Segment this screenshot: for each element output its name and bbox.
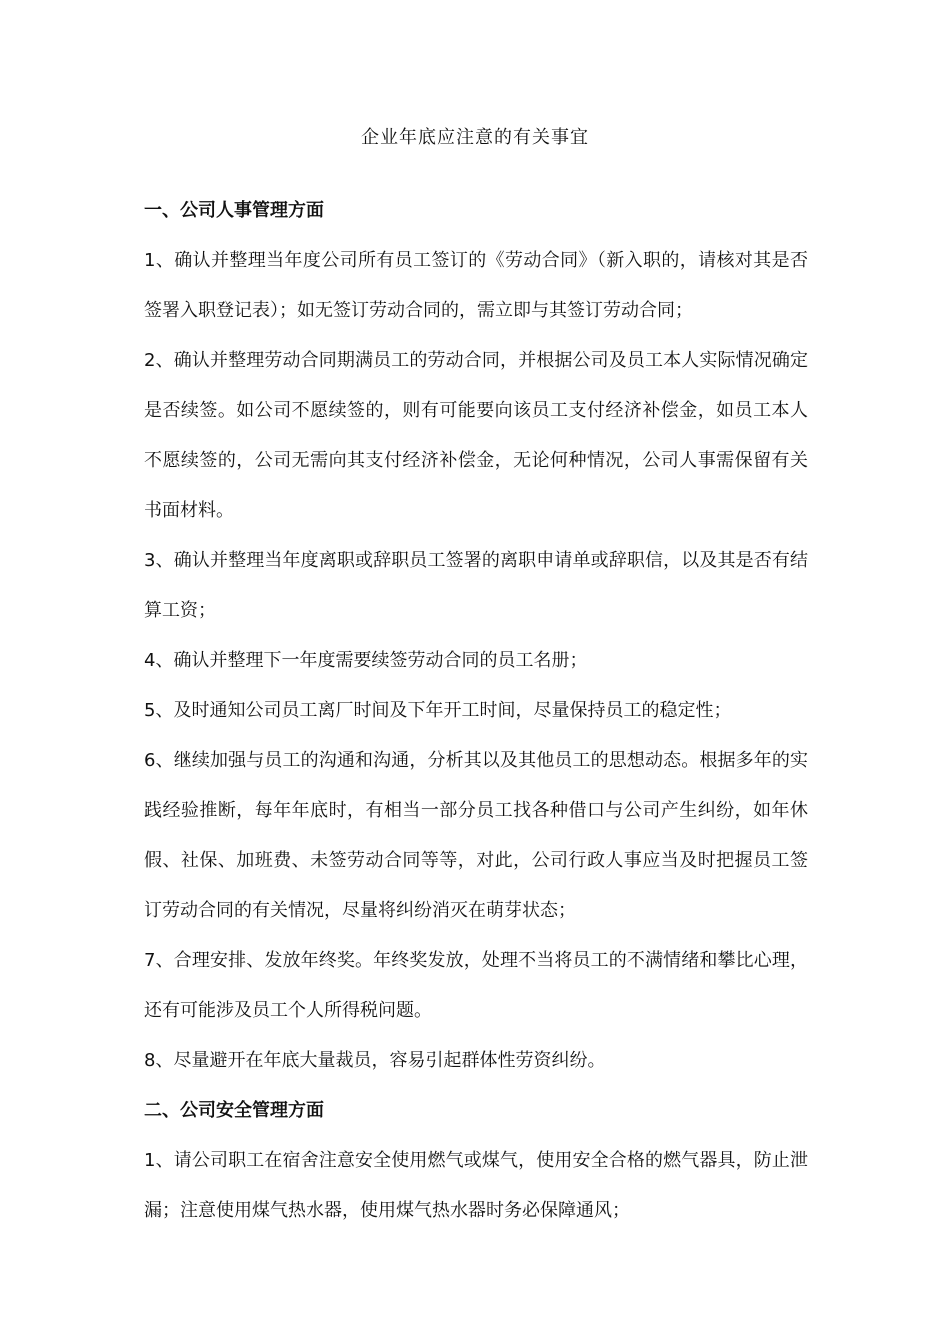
document-title: 企业年底应注意的有关事宜 — [361, 127, 589, 148]
list-item: 3、确认并整理当年度离职或辞职员工签署的离职申请单或辞职信，以及其是否有结算工资； — [144, 550, 808, 621]
list-item: 6、继续加强与员工的沟通和沟通，分析其以及其他员工的思想动态。根据多年的实践经验推断，每年年底时，有相当一部分员工找各种借口与公司产生纠纷，如年休假、社保、加班费、未签劳动合同等等，对此，公司行政人事应当及时把握员工签订劳动合同的有关情况，尽量将纠纷消灭在萌芽状态； — [144, 750, 808, 921]
list-item: 8、尽量避开在年底大量裁员，容易引起群体性劳资纠纷。 — [144, 1050, 606, 1071]
section-heading-personnel: 一、公司人事管理方面 — [144, 200, 324, 221]
list-item: 1、请公司职工在宿舍注意安全使用燃气或煤气，使用安全合格的燃气器具，防止泄漏；注意使用煤气热水器，使用煤气热水器时务必保障通风； — [144, 1150, 808, 1221]
section-heading-safety: 二、公司安全管理方面 — [144, 1100, 324, 1121]
list-item: 2、确认并整理劳动合同期满员工的劳动合同，并根据公司及员工本人实际情况确定是否续签。如公司不愿续签的，则有可能要向该员工支付经济补偿金，如员工本人不愿续签的，公司无需向其支付经济补偿金，无论何种情况，公司人事需保留有关书面材料。 — [144, 350, 808, 521]
list-item: 5、及时通知公司员工离厂时间及下年开工时间，尽量保持员工的稳定性； — [144, 700, 732, 721]
list-item: 4、确认并整理下一年度需要续签劳动合同的员工名册； — [144, 650, 588, 671]
document-body — [144, 186, 808, 1236]
list-item: 7、合理安排、发放年终奖。年终奖发放，处理不当将员工的不满情绪和攀比心理，还有可能涉及员工个人所得税问题。 — [144, 950, 808, 1021]
list-item: 1、确认并整理当年度公司所有员工签订的《劳动合同》（新入职的，请核对其是否签署入职登记表）；如无签订劳动合同的，需立即与其签订劳动合同； — [144, 250, 808, 321]
